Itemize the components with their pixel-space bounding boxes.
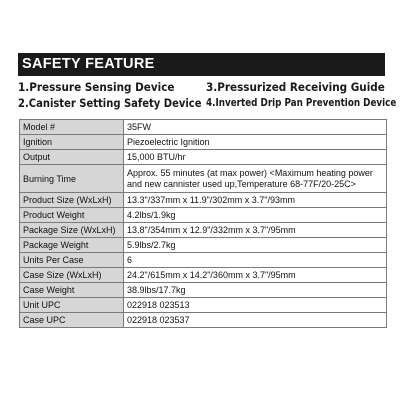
spec-row [20,150,387,165]
spec-value: 13.8"/354mm x 12.9"/332mm x 3.7"/95mm [124,223,387,238]
spec-label: Product Size (WxLxH) [20,193,124,208]
spec-row [20,223,387,238]
feature-pressure-sensing: 1.Pressure Sensing Device [18,80,175,94]
safety-feature-banner: SAFETY FEATURE [18,53,385,76]
spec-label: Case UPC [20,313,124,328]
spec-row [20,283,387,298]
spec-row [20,313,387,328]
spec-label: Package Weight [20,238,124,253]
spec-label: Model # [20,120,124,135]
spec-value: 24.2"/615mm x 14.2"/360mm x 3.7"/95mm [124,268,387,283]
spec-value: 38.9lbs/17.7kg [124,283,387,298]
spec-label: Ignition [20,135,124,150]
spec-value: 4.2lbs/1.9kg [124,208,387,223]
spec-value: Piezoelectric Ignition [124,135,387,150]
spec-row [20,193,387,208]
spec-label: Case Weight [20,283,124,298]
spec-row [20,268,387,283]
spec-row [20,298,387,313]
spec-value: 35FW [124,120,387,135]
feature-canister-setting: 2.Canister Setting Safety Device [18,96,202,110]
spec-label: Package Size (WxLxH) [20,223,124,238]
spec-row [20,238,387,253]
spec-label: Case Size (WxLxH) [20,268,124,283]
spec-label: Product Weight [20,208,124,223]
spec-table [19,119,387,328]
spec-value: 022918 023513 [124,298,387,313]
spec-row [20,135,387,150]
spec-label: Burning Time [20,165,124,193]
spec-value: Approx. 55 minutes (at max power) <Maximum heating power and new cannister used up,Temperature 68-77F/20-25C> [124,165,387,193]
feature-drip-pan-prevention: 4.Inverted Drip Pan Prevention Device [206,96,397,109]
spec-row [20,120,387,135]
spec-value: 022918 023537 [124,313,387,328]
spec-label: Units Per Case [20,253,124,268]
spec-value: 15,000 BTU/hr [124,150,387,165]
spec-row [20,253,387,268]
spec-value: 6 [124,253,387,268]
feature-pressurized-guide: 3.Pressurized Receiving Guide [206,80,385,94]
spec-value: 13.3"/337mm x 11.9"/302mm x 3.7"/93mm [124,193,387,208]
spec-label: Output [20,150,124,165]
spec-label: Unit UPC [20,298,124,313]
spec-row [20,165,387,193]
spec-value: 5.9lbs/2.7kg [124,238,387,253]
spec-row [20,208,387,223]
